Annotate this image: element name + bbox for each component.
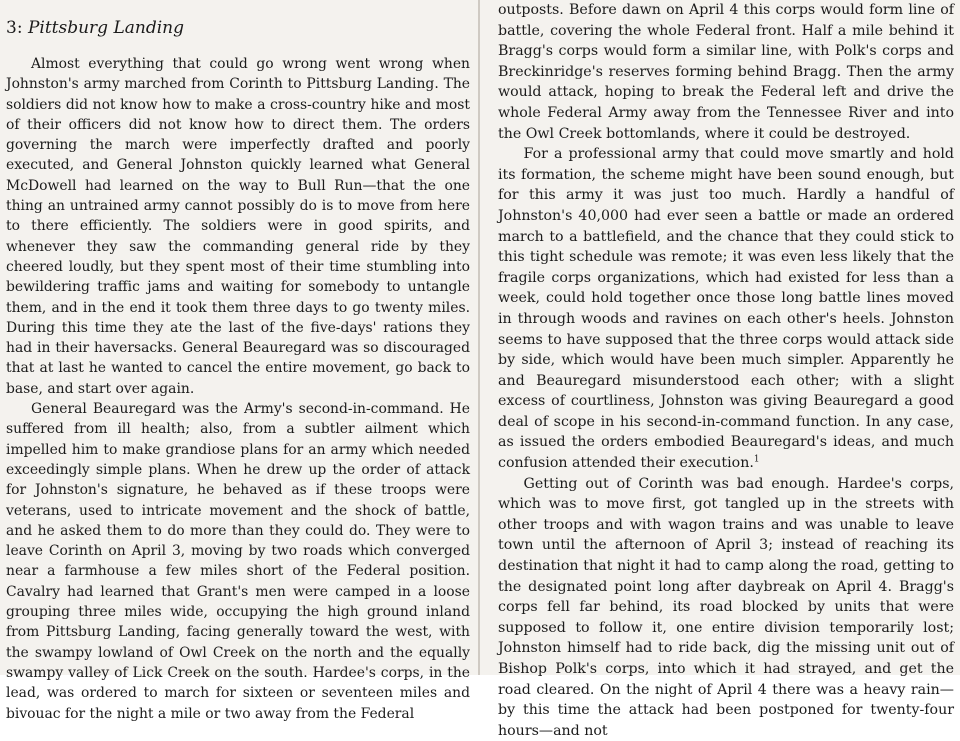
footnote-marker: 1 bbox=[753, 454, 760, 465]
paragraph-continued: outposts. Before dawn on April 4 this corps would form line of battle, covering the whole Federal front. Half a mile behind it Bragg's corps would form a similar line, with Polk's corps and Breckinridge's reserves forming behind Bragg. Then the army would attack, hoping to break the Federal left and drive the whole Federal Army away from the Tennessee River and into the Owl Creek bottomlands, where it could be destroyed. bbox=[498, 2, 954, 142]
right-column-text bbox=[498, 0, 954, 741]
page-number: 3: bbox=[6, 18, 23, 38]
left-page bbox=[0, 0, 478, 722]
paragraph bbox=[498, 144, 954, 474]
running-head bbox=[6, 16, 470, 40]
paragraph: Getting out of Corinth was bad enough. Hardee's corps, which was to move first, got tangled up in the streets with other troops and with wagon trains and was unable to leave town until the afternoon of April 3; instead of reaching its destination that night it had to camp along the road, getting to the designated point long after daybreak on April 4. Bragg's corps fell far behind, its road blocked by units that were supposed to follow it, one entire division temporarily lost; Johnston himself had to ride back, dig the missing unit out of Bishop Polk's corps, into which it had strayed, and get the road cleared. On the night of April 4 there was a heavy rain—by this time the attack had been postponed for twenty-four hours—and not bbox=[498, 475, 954, 739]
chapter-title: Pittsburg Landing bbox=[27, 18, 184, 38]
paragraph: General Beauregard was the Army's second-in-command. He suffered from ill health; also, from a subtler ailment which impelled him to make grandiose plans for an army which needed exceedingly simple plans. When he drew up the order of attack for Johnston's signature, he behaved as if these troops were veterans, used to intricate movement and the shock of battle, and he asked them to do more than they could do. They were to leave Corinth on April 3, moving by two roads which converged near a farmhouse a few miles short of the Federal position. Cavalry had learned that Grant's men were camped in a loose grouping three miles wide, occupying the high ground inland from Pittsburg Landing, facing generally toward the west, with the swampy lowland of Owl Creek on the north and the equally swampy valley of Lick Creek on the south. Hardee's corps, in the lead, was ordered to march for sixteen or seventeen miles and bivouac for the night a mile or two away from the Federal bbox=[6, 401, 470, 722]
left-column-text bbox=[6, 54, 470, 724]
right-page bbox=[480, 0, 960, 739]
paragraph-text: For a professional army that could move smartly and hold its formation, the scheme might have been sound enough, but for this army it was just too much. Hardly a handful of Johnston's 40,000 had ever seen a battle or made an ordered march to a battlefield, and the chance that they could stick to this tight schedule was remote; it was even less likely that the fragile corps organizations, which had existed for less than a week, could hold together once those long battle lines moved in through woods and ravines on each other's heels. Johnston seems to have supposed that the three corps would attack side by side, which would have been much simpler. Apparently he and Beauregard misunderstood each other; with a slight excess of courtliness, Johnston was giving Beauregard a good deal of scope in his second-in-command function. In any case, as issued the orders embodied Beauregard's ideas, and much confusion attended their execution. bbox=[498, 146, 954, 472]
paragraph: Almost everything that could go wrong went wrong when Johnston's army marched from Corinth to Pittsburg Landing. The soldiers did not know how to make a cross-country hike and most of their officers did not know how to direct them. The orders governing the march were imperfectly drafted and poorly executed, and General Johnston quickly learned what General McDowell had learned on the way to Bull Run—that the one thing an untrained army cannot possibly do is to move from here to there efficiently. The soldiers were in good spirits, and whenever they saw the commanding general ride by they cheered loudly, but they spent most of their time stumbling into bewildering traffic jams and waiting for somebody to untangle them, and in the end it took them three days to go twenty miles. During this time they ate the last of the five-days' rations they had in their haversacks. General Beauregard was so discouraged that at last he wanted to cancel the entire movement, go back to base, and start over again. bbox=[6, 56, 470, 397]
